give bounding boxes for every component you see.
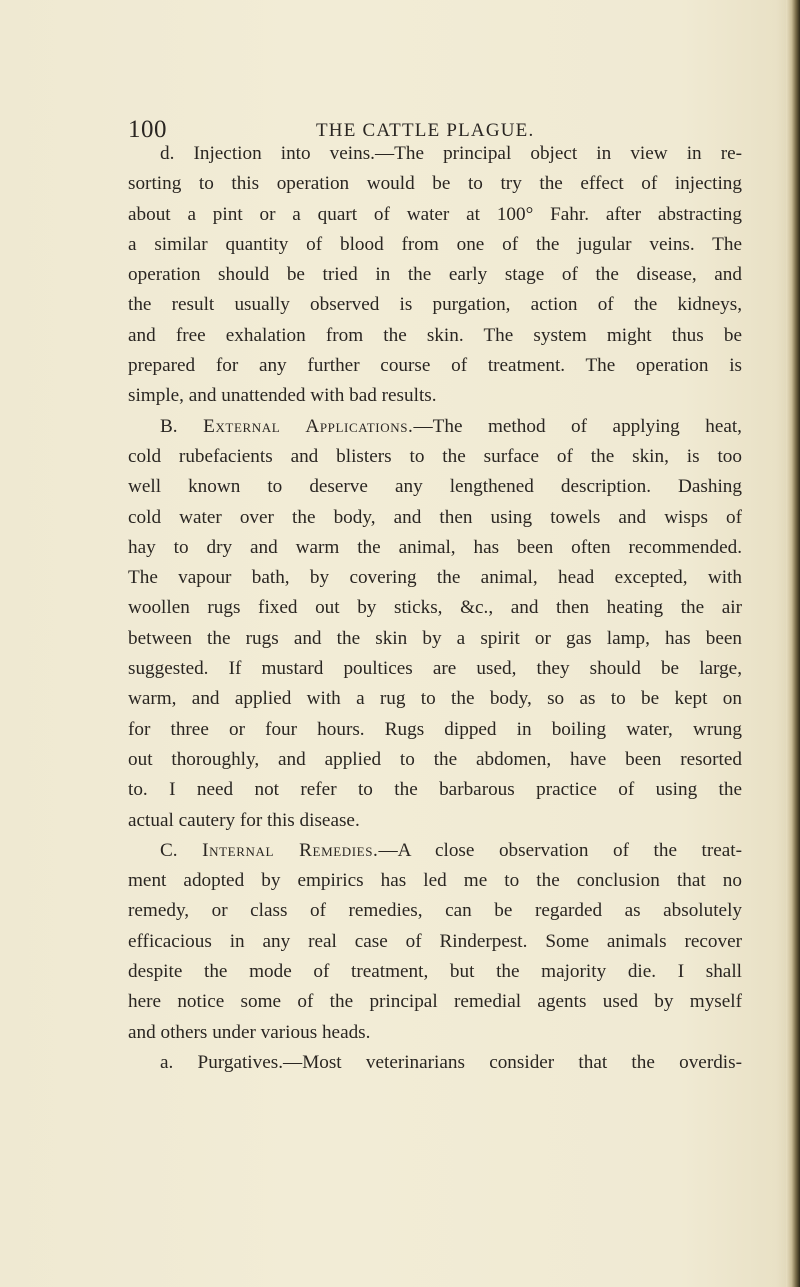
text-line: between the rugs and the skin by a spirit or gas lamp, has been (128, 627, 742, 649)
text-line: warm, and applied with a rug to the body, so as to be kept on (128, 688, 742, 710)
page-edge-shadow (786, 0, 800, 1287)
text-line: and free exhalation from the skin. The system might thus be (128, 324, 742, 346)
text-line: prepared for any further course of treatment. The operation is (128, 355, 742, 377)
section-label: C. (160, 839, 203, 861)
text-line: hay to dry and warm the animal, has been often recommended. (128, 536, 742, 558)
text-line: ment adopted by empirics has led me to the conclusion that no (128, 870, 742, 892)
text-line: woollen rugs fixed out by sticks, &c., and then heating the air (128, 597, 742, 619)
section-heading: External Applications. (203, 415, 414, 437)
text-line: cold rubefacients and blisters to the surface of the skin, is too (128, 445, 742, 467)
text-line: out thoroughly, and applied to the abdomen, have been resorted (128, 748, 742, 770)
line-text: —The method of applying heat, (413, 415, 742, 437)
section-label: B. (160, 415, 204, 437)
text-line: remedy, or class of remedies, can be regarded as absolutely (128, 900, 742, 922)
text-line (128, 412, 742, 442)
text-line: sorting to this operation would be to try the effect of injecting (128, 173, 742, 195)
text-line: to. I need not refer to the barbarous practice of using the (128, 779, 742, 801)
text-line: efficacious in any real case of Rinderpest. Some animals recover (128, 930, 742, 952)
text-line: suggested. If mustard poultices are used, they should be large, (128, 658, 742, 680)
text-line: actual cautery for this disease. (128, 809, 360, 831)
text-line: and others under various heads. (128, 1021, 371, 1043)
text-line: d. Injection into veins.—The principal object in view in re- (160, 143, 742, 164)
text-line: operation should be tried in the early stage of the disease, and (128, 264, 742, 286)
text-line: a similar quantity of blood from one of the jugular veins. The (128, 233, 742, 255)
text-line: a. Purgatives.—Most veterinarians consider that the overdis- (160, 1051, 742, 1073)
text-line: despite the mode of treatment, but the majority die. I shall (128, 961, 742, 983)
line-text: —A close observation of the treat- (378, 839, 742, 861)
text-line: about a pint or a quart of water at 100° Fahr. after abstracting (128, 203, 742, 225)
body-text (128, 139, 742, 1078)
text-line: simple, and unattended with bad results. (128, 385, 437, 407)
text-line: for three or four hours. Rugs dipped in boiling water, wrung (128, 718, 742, 740)
page-number: 100 (128, 116, 167, 143)
text-line: The vapour bath, by covering the animal, head excepted, with (128, 567, 742, 589)
text-line: well known to deserve any lengthened description. Dashing (128, 476, 742, 498)
section-heading: Internal Remedies. (202, 839, 379, 861)
text-line (128, 836, 742, 866)
text-line: cold water over the body, and then using towels and wisps of (128, 506, 742, 528)
text-line: here notice some of the principal remedial agents used by myself (128, 991, 742, 1013)
text-line: the result usually observed is purgation, action of the kidneys, (128, 294, 742, 316)
running-title: THE CATTLE PLAGUE. (316, 120, 535, 141)
